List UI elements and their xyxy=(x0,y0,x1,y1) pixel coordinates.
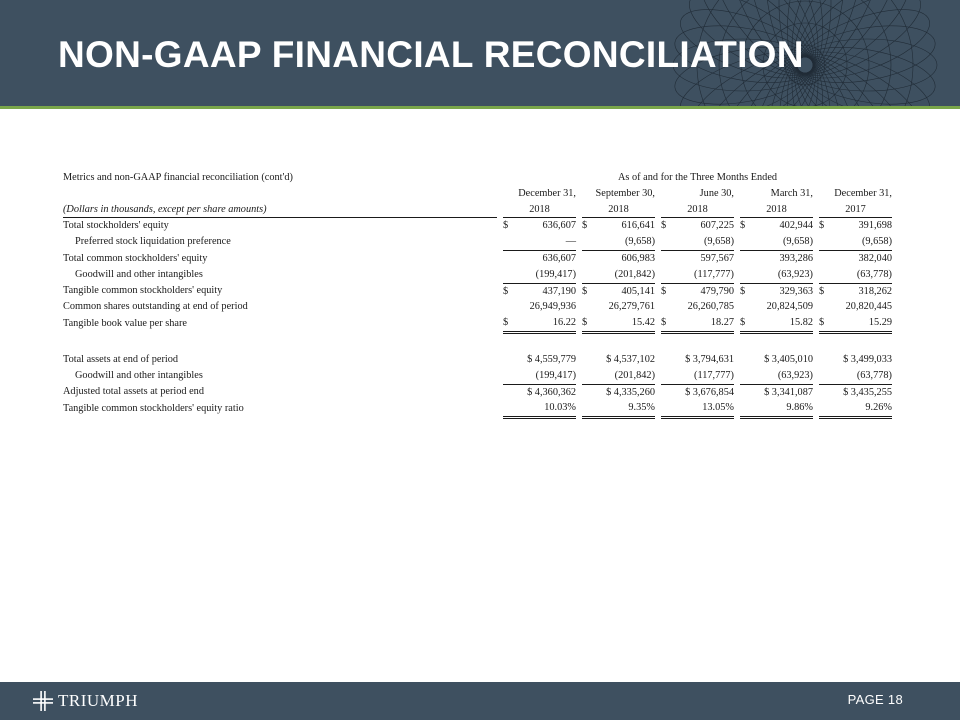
cell-value xyxy=(582,267,655,283)
cell-number: 26,260,785 xyxy=(687,301,734,313)
column-year: 2018 xyxy=(661,202,734,218)
table-spacer-row xyxy=(63,332,892,352)
cell-number: $ 4,360,362 xyxy=(527,386,576,398)
cell-value xyxy=(819,400,892,417)
cell-number: 636,607 xyxy=(542,252,576,264)
table-title-row xyxy=(63,170,892,186)
cell-value xyxy=(661,400,734,417)
cell-value xyxy=(661,299,734,315)
cell-number: 9.26% xyxy=(865,402,892,414)
cell-value xyxy=(819,368,892,384)
row-label: Tangible common stockholders' equity ratio xyxy=(63,403,244,415)
row-label: Goodwill and other intangibles xyxy=(75,269,203,281)
cell-value xyxy=(503,250,576,266)
cell-number: 405,141 xyxy=(621,285,655,297)
cell-value xyxy=(503,283,576,299)
currency-symbol: $ xyxy=(740,220,746,232)
currency-symbol: $ xyxy=(582,220,588,232)
cell-value xyxy=(582,400,655,417)
cell-number: (9,658) xyxy=(624,236,655,248)
cell-value xyxy=(740,218,813,234)
cell-value xyxy=(819,352,892,368)
cell-value xyxy=(582,368,655,384)
column-year: 2018 xyxy=(582,202,655,218)
row-label: Total assets at end of period xyxy=(63,353,179,365)
currency-symbol: $ xyxy=(582,285,588,297)
cell-value xyxy=(582,384,655,400)
cell-value xyxy=(503,267,576,283)
cell-number: 26,279,761 xyxy=(608,301,655,313)
cell-value xyxy=(740,384,813,400)
cell-number: (63,778) xyxy=(856,369,892,381)
cell-number: — xyxy=(565,236,576,248)
currency-symbol: $ xyxy=(503,220,509,232)
row-label: Preferred stock liquidation preference xyxy=(75,236,231,248)
table-row xyxy=(63,352,892,368)
cell-number: (9,658) xyxy=(782,236,813,248)
cell-number: 18.27 xyxy=(710,317,734,329)
cell-number: 391,698 xyxy=(858,220,892,232)
column-year-row xyxy=(63,202,892,218)
table-row xyxy=(63,384,892,400)
table-row xyxy=(63,250,892,266)
currency-symbol: $ xyxy=(661,317,667,329)
cell-value xyxy=(740,250,813,266)
column-year: 2018 xyxy=(740,202,813,218)
column-date: March 31, xyxy=(770,187,813,199)
cell-value xyxy=(661,384,734,400)
cell-value xyxy=(661,368,734,384)
slide-title: NON-GAAP FINANCIAL RECONCILIATION xyxy=(58,34,804,75)
cell-value xyxy=(661,250,734,266)
table-row xyxy=(63,315,892,332)
cell-number: (63,778) xyxy=(856,268,892,280)
cell-number: 9.86% xyxy=(786,402,813,414)
cell-number: 636,607 xyxy=(542,220,576,232)
cell-value xyxy=(740,368,813,384)
table-row xyxy=(63,234,892,250)
cell-value xyxy=(503,315,576,332)
cell-value xyxy=(661,352,734,368)
cell-number: 26,949,936 xyxy=(529,301,576,313)
slide-header xyxy=(0,0,960,106)
cell-number: $ 3,794,631 xyxy=(685,353,734,365)
cell-number: 479,790 xyxy=(700,285,734,297)
cell-number: (63,923) xyxy=(777,369,813,381)
logo-wordmark: TRIUMPH xyxy=(58,691,139,710)
cell-number: (63,923) xyxy=(777,268,813,280)
row-label: Tangible common stockholders' equity xyxy=(63,285,223,297)
reconciliation-table xyxy=(63,170,892,419)
cell-value xyxy=(819,250,892,266)
table-row xyxy=(63,299,892,315)
cell-value xyxy=(819,267,892,283)
cell-number: $ 3,435,255 xyxy=(843,386,892,398)
row-label: Common shares outstanding at end of period xyxy=(63,301,248,313)
cell-number: 597,567 xyxy=(700,252,734,264)
row-label: Total stockholders' equity xyxy=(63,220,169,232)
cell-number: 10.03% xyxy=(544,402,576,414)
cell-value xyxy=(582,299,655,315)
row-label: Adjusted total assets at period end xyxy=(63,386,204,398)
cell-number: $ 3,341,087 xyxy=(764,386,813,398)
table-row xyxy=(63,400,892,417)
cell-number: (117,777) xyxy=(694,268,734,280)
table-row xyxy=(63,283,892,299)
cell-value xyxy=(740,267,813,283)
table-title: Metrics and non-GAAP financial reconciliation (cont'd) xyxy=(63,172,293,183)
cell-number: 329,363 xyxy=(779,285,813,297)
cell-number: 607,225 xyxy=(700,220,734,232)
header-accent-line xyxy=(0,106,960,109)
column-year: 2017 xyxy=(819,202,892,218)
cell-number: $ 4,537,102 xyxy=(606,353,655,365)
column-date-row xyxy=(63,186,892,202)
cell-number: 20,820,445 xyxy=(845,301,892,313)
cell-value xyxy=(819,384,892,400)
row-label: Tangible book value per share xyxy=(63,317,187,329)
cell-value xyxy=(661,283,734,299)
cell-value xyxy=(582,283,655,299)
cell-number: 437,190 xyxy=(542,285,576,297)
currency-symbol: $ xyxy=(661,285,667,297)
currency-symbol: $ xyxy=(819,317,825,329)
cell-number: 393,286 xyxy=(779,252,813,264)
cell-number: 9.35% xyxy=(628,402,655,414)
triumph-logo xyxy=(33,690,138,712)
triumph-cross-icon xyxy=(33,691,53,711)
cell-value xyxy=(503,384,576,400)
cell-number: (199,417) xyxy=(535,268,576,280)
cell-value xyxy=(582,234,655,250)
table-row xyxy=(63,368,892,384)
cell-value xyxy=(819,218,892,234)
column-date: June 30, xyxy=(699,187,734,199)
slide-footer xyxy=(0,682,960,720)
cell-number: 382,040 xyxy=(858,252,892,264)
currency-symbol: $ xyxy=(582,317,588,329)
cell-number: $ 4,335,260 xyxy=(606,386,655,398)
page-number: PAGE 18 xyxy=(847,692,903,707)
cell-value xyxy=(582,352,655,368)
cell-number: $ 3,499,033 xyxy=(843,353,892,365)
cell-value xyxy=(503,299,576,315)
currency-symbol: $ xyxy=(661,220,667,232)
cell-number: (117,777) xyxy=(694,369,734,381)
cell-number: $ 3,405,010 xyxy=(764,353,813,365)
cell-number: 15.82 xyxy=(789,317,813,329)
column-year: 2018 xyxy=(503,202,576,218)
cell-value xyxy=(582,250,655,266)
cell-number: 318,262 xyxy=(858,285,892,297)
cell-value xyxy=(582,218,655,234)
cell-value xyxy=(503,368,576,384)
cell-number: (201,842) xyxy=(614,268,655,280)
cell-number: $ 4,559,779 xyxy=(527,353,576,365)
cell-number: $ 3,676,854 xyxy=(685,386,734,398)
cell-value xyxy=(819,315,892,332)
cell-number: 13.05% xyxy=(702,402,734,414)
cell-value xyxy=(740,234,813,250)
row-label: Goodwill and other intangibles xyxy=(75,370,203,382)
cell-number: (199,417) xyxy=(535,369,576,381)
cell-number: (9,658) xyxy=(861,236,892,248)
cell-value xyxy=(740,400,813,417)
column-date: September 30, xyxy=(595,187,655,199)
cell-value xyxy=(661,315,734,332)
cell-value xyxy=(819,234,892,250)
cell-number: 16.22 xyxy=(552,317,576,329)
currency-symbol: $ xyxy=(819,285,825,297)
cell-value xyxy=(661,267,734,283)
cell-value xyxy=(819,283,892,299)
units-note: (Dollars in thousands, except per share amounts) xyxy=(63,202,497,218)
cell-value xyxy=(661,234,734,250)
cell-value xyxy=(503,352,576,368)
cell-value xyxy=(740,315,813,332)
column-date: December 31, xyxy=(518,187,576,199)
cell-value xyxy=(503,234,576,250)
currency-symbol: $ xyxy=(503,285,509,297)
table-row xyxy=(63,267,892,283)
cell-number: (9,658) xyxy=(703,236,734,248)
cell-number: 15.29 xyxy=(868,317,892,329)
currency-symbol: $ xyxy=(503,317,509,329)
cell-number: 15.42 xyxy=(631,317,655,329)
cell-value xyxy=(503,400,576,417)
cell-value xyxy=(503,218,576,234)
cell-number: 606,983 xyxy=(621,252,655,264)
currency-symbol: $ xyxy=(740,285,746,297)
cell-number: 616,641 xyxy=(621,220,655,232)
column-date: December 31, xyxy=(834,187,892,199)
cell-value xyxy=(740,352,813,368)
table-row xyxy=(63,218,892,234)
currency-symbol: $ xyxy=(740,317,746,329)
cell-value xyxy=(661,218,734,234)
cell-value xyxy=(740,299,813,315)
row-label: Total common stockholders' equity xyxy=(63,252,208,264)
cell-value xyxy=(582,315,655,332)
cell-number: 20,824,509 xyxy=(766,301,813,313)
cell-value xyxy=(819,299,892,315)
cell-number: 402,944 xyxy=(779,220,813,232)
period-header: As of and for the Three Months Ended xyxy=(617,172,778,183)
currency-symbol: $ xyxy=(819,220,825,232)
cell-number: (201,842) xyxy=(614,369,655,381)
cell-value xyxy=(740,283,813,299)
